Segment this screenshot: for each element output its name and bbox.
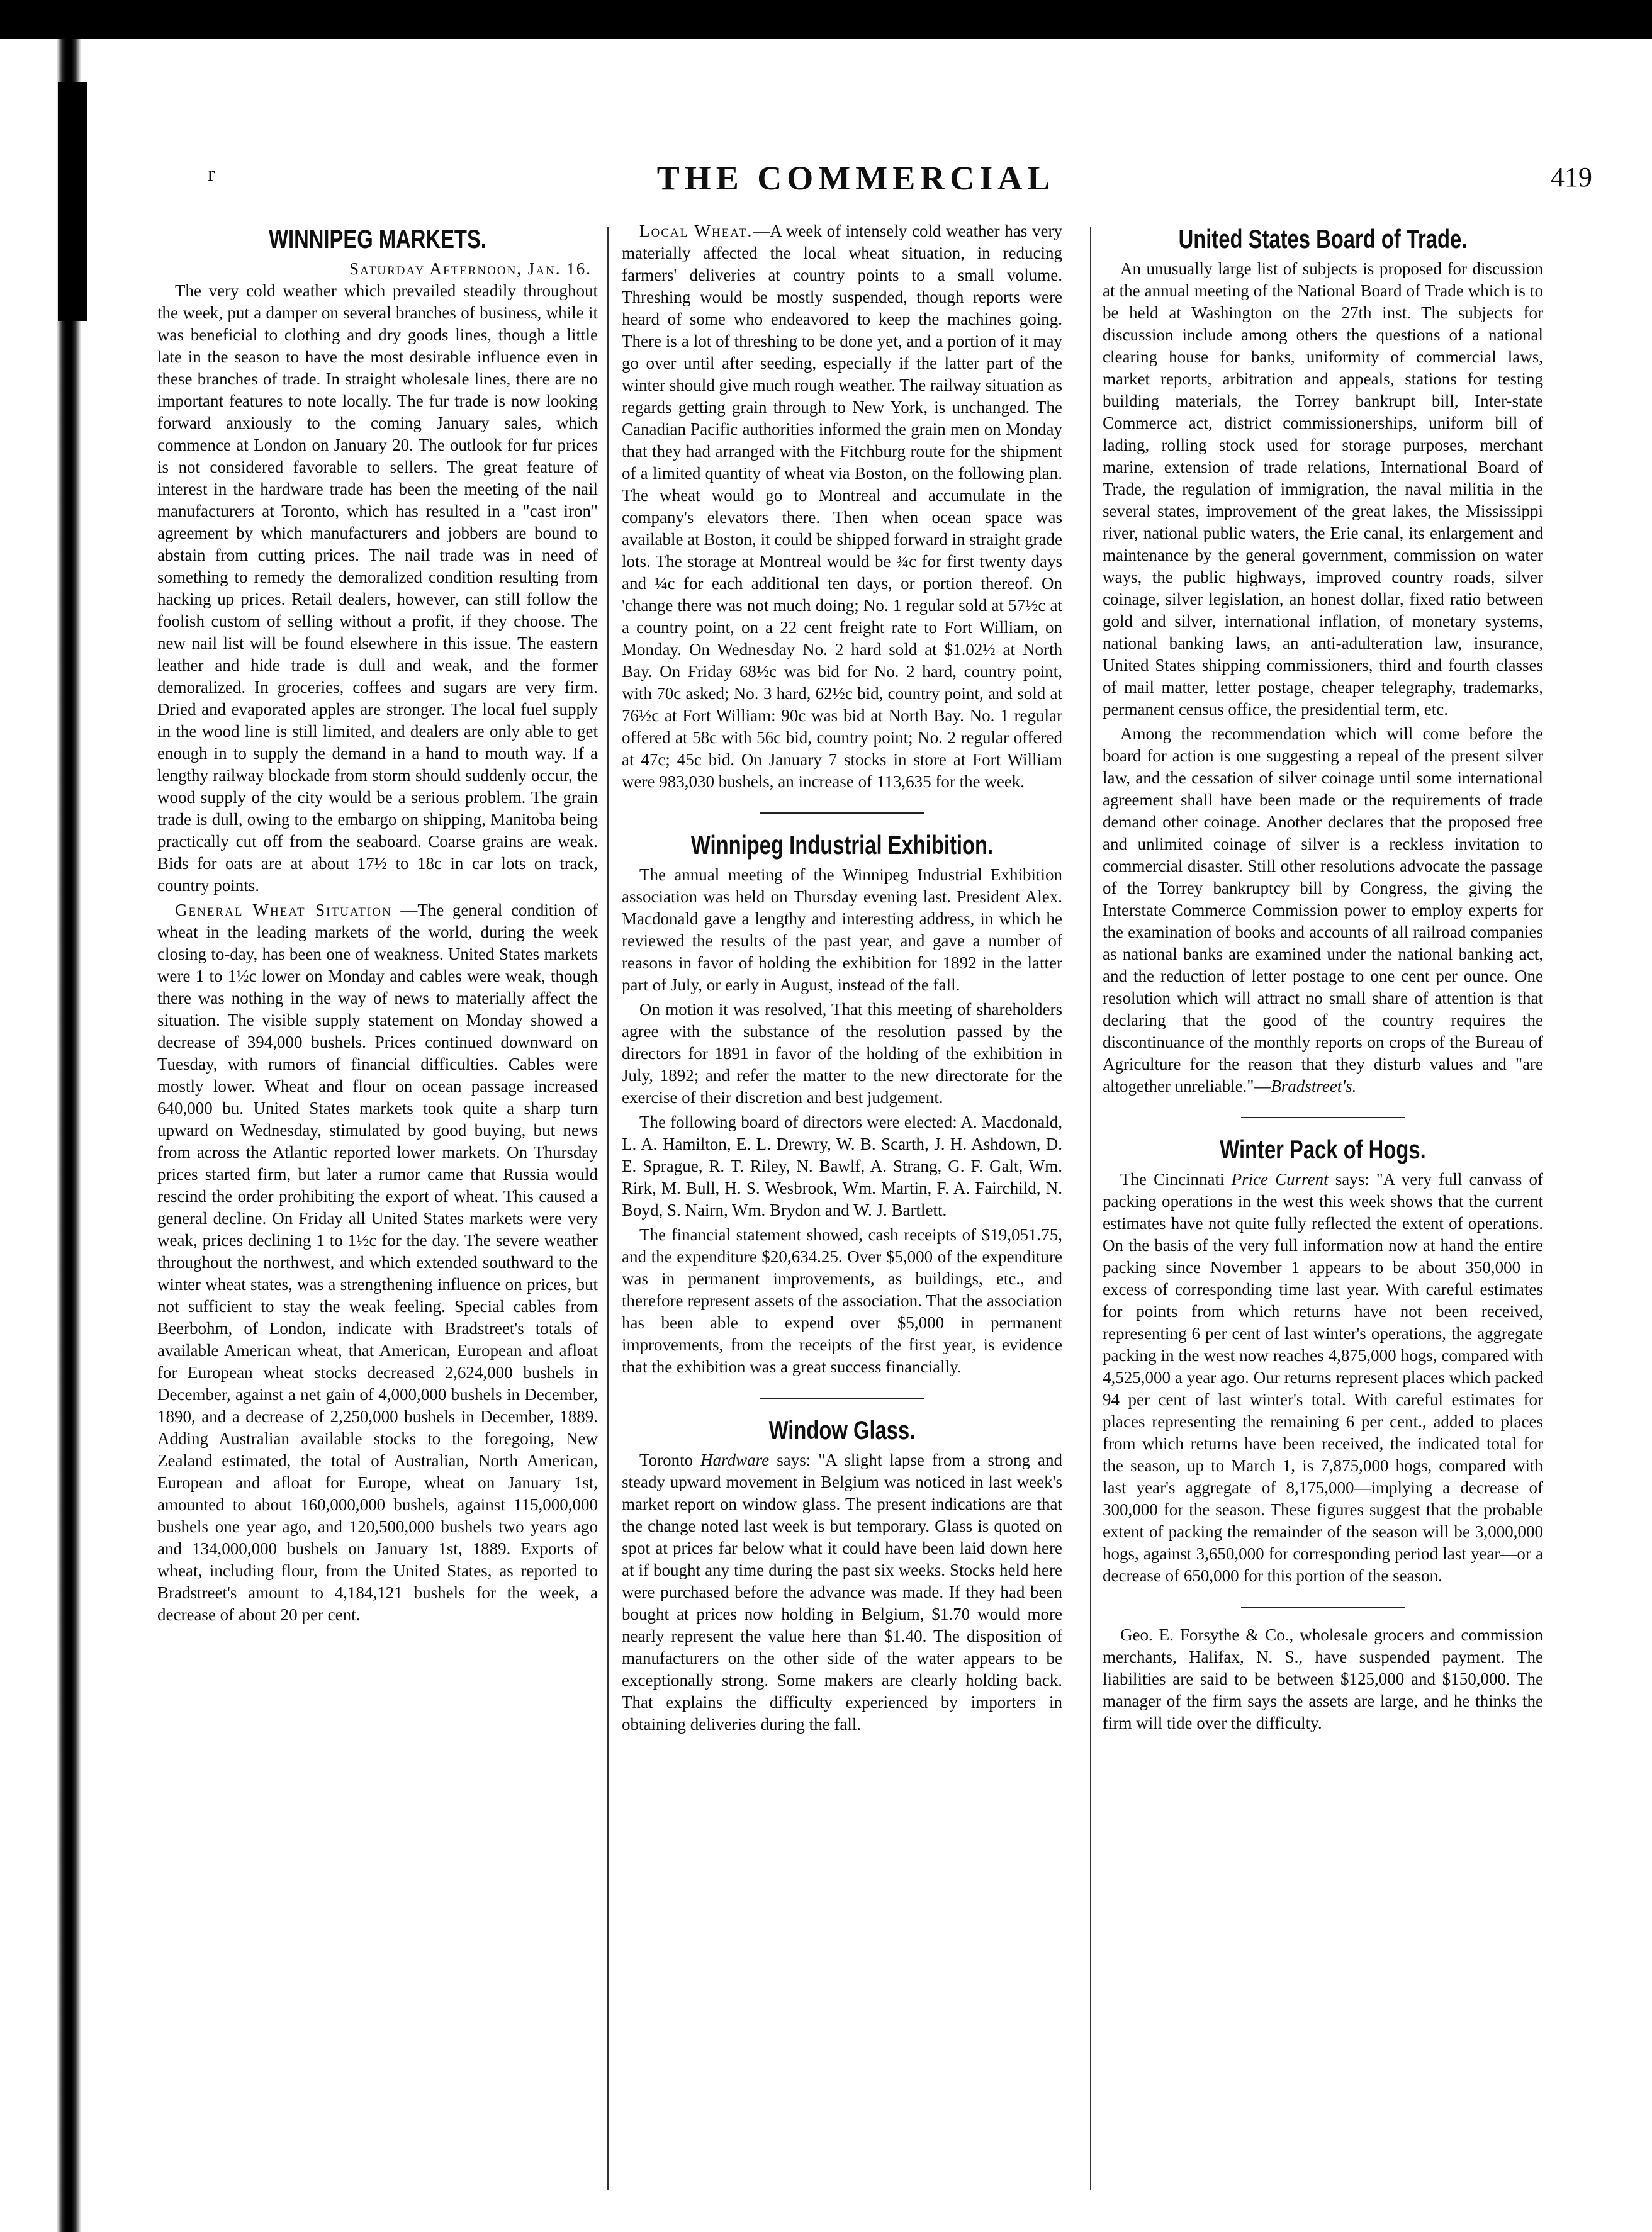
article-paragraph <box>622 1449 1062 1736</box>
paragraph-body: says: "A very full canvass of packing operations in the west this week shows that the current estimates have not quite fully reflected the extent of operations. On the basis of the very full information now at hand the entire packing since November 1 appears to be about 350,000 in excess of corresponding time last year. With careful estimates for points from which returns have not been received, representing 6 per cent of last winter's operations, the aggregate packing in the west now reaches 4,875,000 hogs, compared with 4,525,000 a year ago. Our returns represent places which packed 94 per cent of last winter's total. With careful estimates for places representing the remaining 6 per cent., added to places from which returns have been received, the indicated total for the season, up to March 1, is 7,875,000 hogs, compared with last year's aggregate of 8,175,000—implying a decrease of 300,000 for the season. These figures suggest that the probable extent of packing the remainder of the season will be 3,000,000 hogs, against 3,650,000 for corresponding period last year—or a decrease of 650,000 for this portion of the season. <box>1103 1170 1543 1585</box>
section-divider <box>1103 1596 1543 1618</box>
dateline: Saturday Afternoon, Jan. 16. <box>349 259 592 278</box>
header-mark: r <box>208 162 215 186</box>
article-paragraph <box>1103 1169 1543 1587</box>
column-2 <box>622 220 1062 2202</box>
paragraph-lead: General Wheat Situation <box>175 900 392 919</box>
article-paragraph: The very cold weather which prevailed steadily throughout the week, put a damper on several branches of business, while it was beneficial to clothing and dry goods lines, though a little late in the season to have the most desirable influence even in these branches of trade. In straight wholesale lines, there are no important features to note locally. The fur trade is now looking forward anxiously to the coming January sales, which commence at London on January 20. The outlook for fur prices is not considered favorable to sellers. The great feature of interest in the hardware trade has been the meeting of the nail manufacturers at Toronto, which has resulted in a "cast iron" agreement by which manufacturers and jobbers are bound to abstain from cutting prices. The nail trade was in need of something to remedy the demoralized condition resulting from hacking up prices. Retail dealers, however, can still follow the foolish custom of selling without a profit, if they choose. The new nail list will be found elsewhere in this issue. The eastern leather and hide trade is dull and weak, and the former demoralized. In groceries, coffees and sugars are very firm. Dried and evaporated apples are stronger. The local fuel supply in the wood line is still limited, and dealers are only able to get enough in to supply the demand in a hand to mouth way. If a lengthy railway blockade from storm should suddenly occur, the wood supply of the city would be a serious problem. The grain trade is dull, owing to the embargo on shipping, Manitoba being practically cut off from the seaboard. Coarse grains are weak. Bids for oats are at about 17½ to 18c in car lots on track, country points. <box>157 281 598 895</box>
headline-winter-pack-hogs: Winter Pack of Hogs. <box>1220 1135 1426 1164</box>
scan-edge-mark <box>58 82 87 321</box>
article-paragraph: An unusually large list of subjects is proposed for discussion at the annual meeting of the National Board of Trade which is to be held at Washington on the 27th inst. The subjects for discussion include among others the questions of a national clearing house for banks, uniformity of commercial laws, market reports, arbitration and appeals, stations for testing building materials, the Torrey bankrupt bill, Inter-state Commerce act, district commissionerships, uniform bill of lading, rolling stock used for storage purposes, merchant marine, extension of trade relations, International Board of Trade, the regulation of immigration, the naval militia in the several states, improvement of the great lakes, the Mississippi river, national public waters, the Erie canal, its enlargement and maintenance by the general government, commission on water ways, the public highways, improved country roads, silver coinage, silver legislation, an honest dollar, fixed ratio between gold and silver, international inflation, of monetary systems, national banking laws, an anti-adulteration law, insurance, United States shipping commissioners, third and fourth classes of mail matter, letter postage, cheaper telegraphy, trademarks, permanent census office, the presidential term, etc. <box>1103 259 1543 719</box>
article-paragraph <box>1103 723 1543 1097</box>
headline-window-glass: Window Glass. <box>768 1415 916 1445</box>
headline-industrial-exhibition: Winnipeg Industrial Exhibition. <box>690 830 994 860</box>
paragraph-lead: The Cincinnati <box>1120 1170 1232 1189</box>
paragraph-lead: Toronto <box>639 1450 701 1469</box>
newspaper-title: THE COMMERCIAL <box>656 159 1055 197</box>
headline-board-of-trade: United States Board of Trade. <box>1178 224 1468 254</box>
paragraph-body: —The general condition of wheat in the leading markets of the world, during the week closing to-day, has been one of weakness. United States markets were 1 to 1½c lower on Monday and cables were weak, though there was nothing in the way of news to materially affect the situation. The visible supply statement on Monday showed a decrease of 394,000 bushels. Prices continued downward on Tuesday, with rumors of financial difficulties. Cables were mostly lower. Wheat and flour on ocean passage increased 640,000 bu. United States markets took quite a sharp turn upward on Wednesday, stimulated by good buying, but news from across the Atlantic reported lower markets. On Thursday prices started firm, but later a rumor came that Russia would rescind the order prohibiting the export of wheat. This caused a general decline. On Friday all United States markets were very weak, prices declining 1 to 1½c for the day. The severe weather throughout the northwest, and which extended southward to the winter wheat states, was a strengthening influence on prices, but not sufficient to stay the weak feeling. Special cables from Beerbohm, of London, indicate with Bradstreet's totals of available American wheat, that American, European and afloat for European wheat stocks decreased 2,624,000 bushels in December, against a net gain of 4,000,000 bushels in December, 1890, and a decrease of 2,250,000 bushels in December, 1889. Adding Australian available stocks to the foregoing, New Zealand estimated, the total of Australian, North American, European and afloat for Europe, wheat on January 1st, amounted to about 160,000,000 bushels, against 115,000,000 bushels one year ago, and 120,500,000 bushels two years ago and 134,000,000 bushels on January 1st, 1889. Exports of wheat, including flour, from the United States, as reported to Bradstreet's amount to 4,184,121 bushels for the week, a decrease of about 20 per cent. <box>157 900 598 1624</box>
source-name: Bradstreet's. <box>1271 1077 1357 1096</box>
source-name: Price Current <box>1231 1170 1329 1189</box>
article-paragraph: The annual meeting of the Winnipeg Industrial Exhibition association was held on Thursday evening last. President Alex. Macdonald gave a lengthy and interesting address, in which he reviewed the results of the past year, and gave a number of reasons in favor of holding the exhibition for 1892 in the latter part of July, or early in August, instead of the fall. <box>622 865 1062 994</box>
section-divider <box>622 802 1062 824</box>
section-divider <box>1103 1106 1543 1128</box>
column-1 <box>157 220 598 2202</box>
scan-left-edge <box>0 39 94 2232</box>
headline-winnipeg-markets: WINNIPEG MARKETS. <box>269 224 486 254</box>
paragraph-body: Among the recommendation which will come before the board for action is one suggesting a repeal of the present silver law, and the cessation of silver coinage until some international agreement shall have been made or the requirements of trade demand other coinage. Another declares that the proposed free and unlimited coinage of silver is a reckless invitation to commercial disaster. Still other resolutions advocate the passage of the Torrey bankruptcy bill by Congress, the giving the Interstate Commerce Commission power to employ experts for the examination of books and accounts of all railroad companies as national banks are examined under the national banking act, and the reduction of letter postage to one cent per ounce. One resolution which will attract no small share of attention is that declaring that the good of the country requires the discontinuance of the monthly reports on crops of the Bureau of Agriculture for the reason that they disturb values and "are altogether unreliable."— <box>1103 724 1543 1096</box>
page-number: 419 <box>1551 162 1592 193</box>
paragraph-body: says: "A slight lapse from a strong and steady upward movement in Belgium was noticed in last week's market report on window glass. The present indications are that the change noted last week is but temporary. Glass is quoted on spot at prices far below what it could have been laid down here at if bought any time during the past six weeks. Stocks held here were purchased before the advance was made. If they had been bought at prices now holding in Belgium, $1.70 would more nearly represent the value here than $1.40. The disposition of manufacturers on the other side of the water appears to be exceptionally strong. Some makers are clearly holding back. That explains the difficulty experienced by importers in obtaining deliveries during the fall. <box>622 1450 1062 1734</box>
paragraph-lead: Local Wheat. <box>639 222 753 240</box>
article-paragraph: The financial statement showed, cash receipts of $19,051.75, and the expenditure $20,634.25. Over $5,000 of the expenditure was in permanent improvements, as buildings, etc., and therefore represent assets of the association. That the association has been able to expend over $5,000 in permanent improvements, from the receipts of the first year, is evidence that the exhibition was a great success financially. <box>622 1225 1062 1376</box>
article-paragraph <box>622 220 1062 793</box>
column-rule <box>1090 227 1091 2190</box>
section-divider <box>622 1387 1062 1409</box>
page-header <box>120 159 1592 196</box>
article-paragraph: The following board of directors were elected: A. Macdonald, L. A. Hamilton, E. L. Drewry, W. B. Scarth, J. H. Ashdown, D. E. Sprague, R. T. Riley, N. Bawlf, A. Strang, G. F. Galt, Wm. Rirk, M. Bull, H. S. Wesbrook, Wm. Martin, F. A. Fairchild, N. Boyd, S. Nairn, Wm. Brydon and W. J. Bartlett. <box>622 1113 1062 1220</box>
column-3 <box>1103 220 1543 2202</box>
column-rule <box>607 227 609 2190</box>
paragraph-body: —A week of intensely cold weather has very materially affected the local wheat situation, in reducing farmers' deliveries at country points to a small volume. Threshing would be mostly suspended, though reports were heard of some who endeavored to keep the machines going. There is a lot of threshing to be done yet, and a portion of it may go over until after seeding, especially if the latter part of the winter should give much rough weather. The railway situation as regards getting grain through to New York, is unchanged. The Canadian Pacific authorities informed the grain men on Monday that they had arranged with the Fitchburg route for the shipment of a limited quantity of wheat via Boston, on the following plan. The wheat would go to Montreal and accumulate in the company's elevators there. Then when ocean space was available at Boston, it could be shipped forward in straight grade lots. The storage at Montreal would be ¾c for first twenty days and ¼c for each additional ten days, or portion thereof. On 'change there was not much doing; No. 1 regular sold at 57½c at a country point, on a 22 cent freight rate to Fort William, on Monday. On Wednesday No. 2 hard sold at $1.02½ at North Bay. On Friday 68½c was bid for No. 2 hard, country point, with 70c asked; No. 3 hard, 62½c bid, country point, and sold at 76½c at Fort William: 90c was bid at North Bay. No. 1 regular offered at 58c with 56c bid, country point; No. 2 regular offered at 47c; 45c bid. On January 7 stocks in store at Fort William were 983,030 bushels, an increase of 113,635 for the week. <box>622 222 1062 791</box>
article-paragraph: Geo. E. Forsythe & Co., wholesale grocers and commission merchants, Halifax, N. S., have suspended payment. The liabilities are said to be between $125,000 and $150,000. The manager of the firm says the assets are large, and he thinks the firm will tide over the difficulty. <box>1103 1625 1543 1732</box>
source-name: Hardware <box>700 1450 770 1469</box>
article-paragraph <box>157 899 598 1626</box>
scan-top-border <box>0 0 1652 39</box>
article-paragraph: On motion it was resolved, That this meeting of shareholders agree with the substance of the resolution passed by the directors for 1891 in favor of the holding of the exhibition in July, 1892; and refer the matter to the new directorate for the exercise of their discretion and best judgement. <box>622 1000 1062 1107</box>
